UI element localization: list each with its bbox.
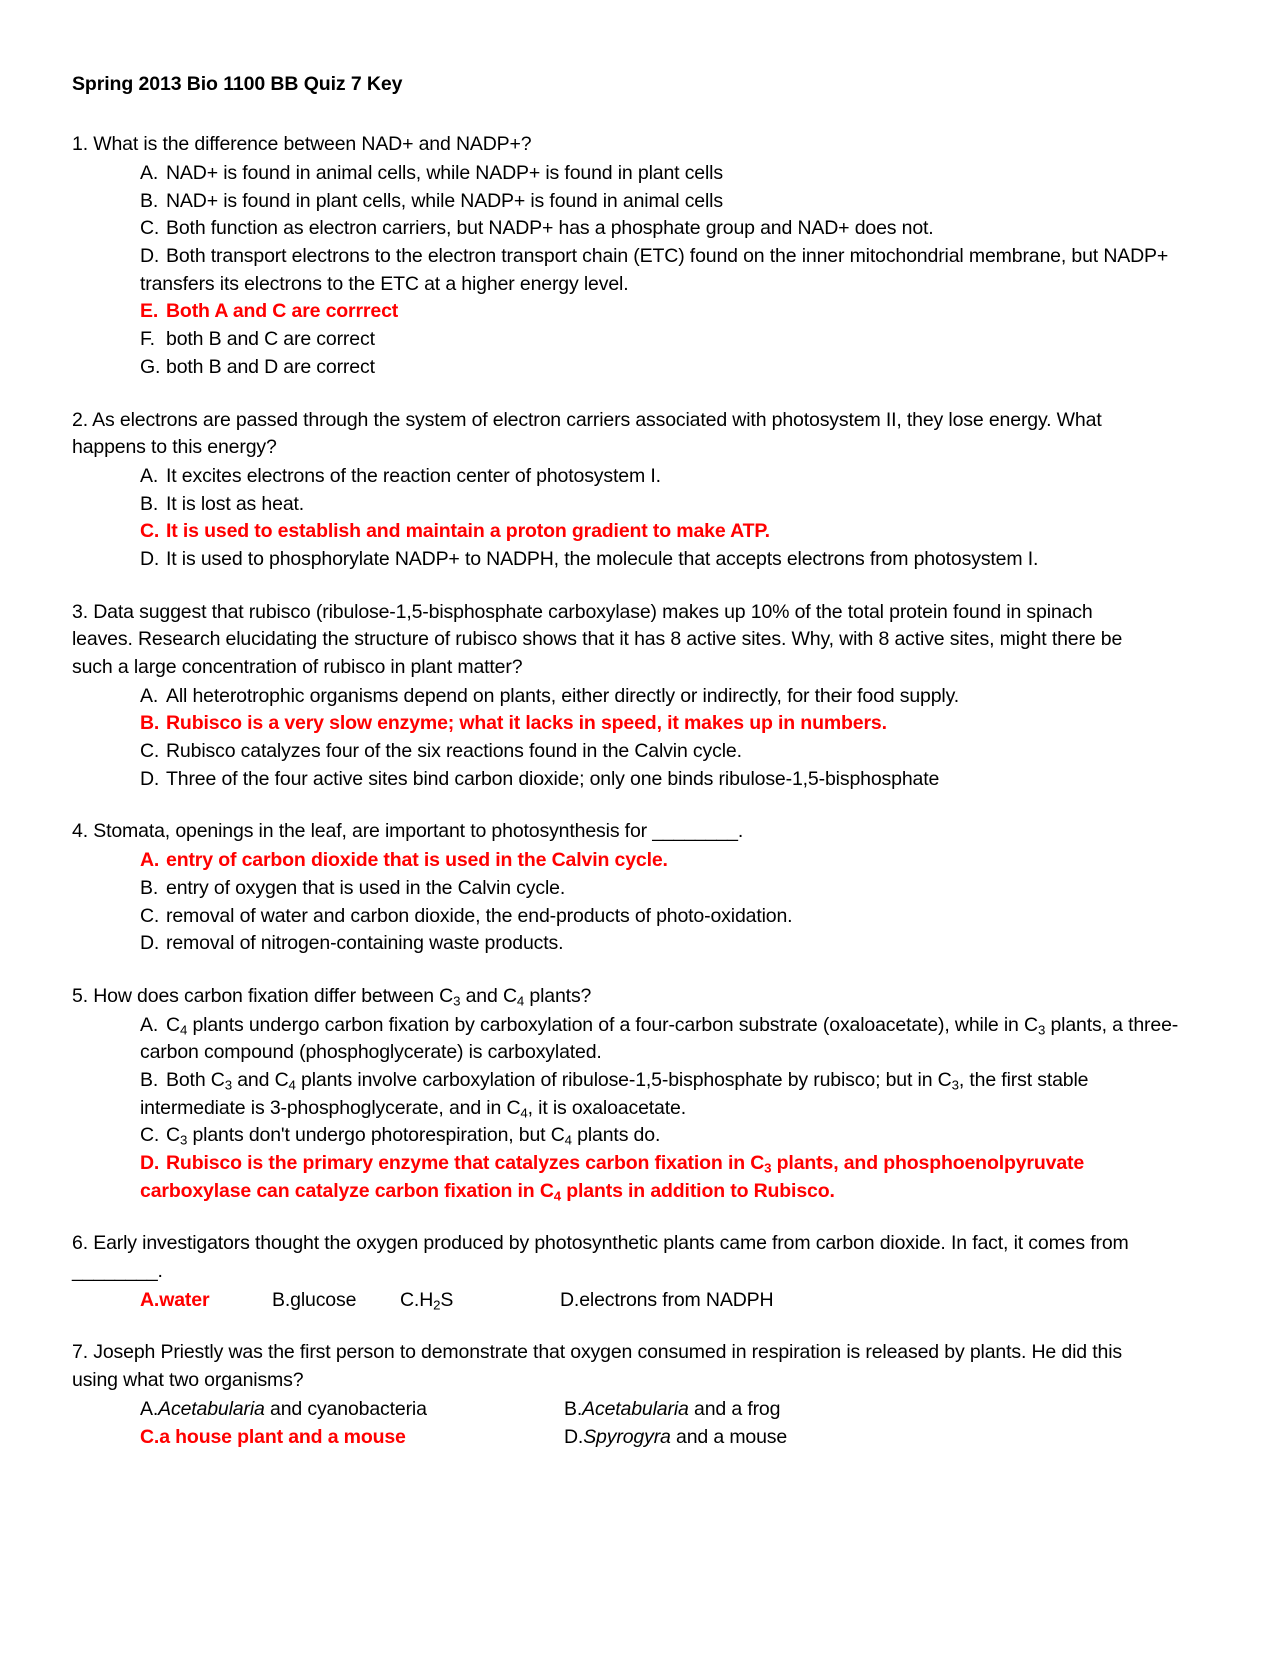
- option-text: electrons from NADPH: [579, 1288, 774, 1311]
- option-3b-answer[interactable]: [72, 710, 1180, 738]
- option-text: Both A and C are corrrect: [166, 300, 399, 323]
- option-letter: A.: [140, 162, 159, 185]
- option-letter: D.: [140, 245, 160, 268]
- question-stem-6: 6. Early investigators thought the oxygen produced by photosynthetic plants came from carbon dioxide. In fact, it comes from ________.: [72, 1232, 1129, 1283]
- option-5b[interactable]: [72, 1067, 1180, 1122]
- option-letter: D.: [560, 1288, 580, 1311]
- option-letter: B.: [140, 712, 160, 735]
- options-list-7: [72, 1396, 1180, 1451]
- option-2c-answer[interactable]: [72, 518, 1180, 546]
- option-1c[interactable]: [72, 215, 1180, 243]
- option-text: It is used to establish and maintain a proton gradient to make ATP.: [166, 520, 770, 543]
- question-block-1: [72, 131, 1180, 381]
- option-text: It is lost as heat.: [166, 492, 305, 515]
- option-letter: B.: [564, 1397, 583, 1420]
- option-6c[interactable]: [400, 1287, 560, 1315]
- option-text: Rubisco catalyzes four of the six reactions found in the Calvin cycle.: [166, 740, 742, 763]
- question-block-6: [72, 1230, 1180, 1314]
- option-1g[interactable]: [72, 354, 1180, 382]
- option-letter: A.: [140, 1013, 159, 1036]
- option-text: $H_2S$: [419, 1288, 454, 1313]
- page-title: Spring 2013 Bio 1100 BB Quiz 7 Key: [72, 73, 403, 95]
- question-stem-4: 4. Stomata, openings in the leaf, are important to photosynthesis for ________.: [72, 820, 744, 843]
- question-block-7: [72, 1339, 1180, 1451]
- option-letter: B.: [140, 189, 159, 212]
- option-letter: B.: [272, 1288, 291, 1311]
- question-stem-5: 5. How does carbon fixation differ between $C_3$ and $C_4$ plants?: [72, 984, 592, 1009]
- option-3c[interactable]: [72, 738, 1180, 766]
- option-text: glucose: [290, 1288, 357, 1311]
- option-6b[interactable]: [272, 1287, 400, 1315]
- options-list-2: [72, 463, 1180, 574]
- option-7d[interactable]: [564, 1424, 1180, 1452]
- question-stem-3: 3. Data suggest that rubisco (ribulose-1,5-bisphosphate carboxylase) makes up 10% of the total protein found in spinach leaves. Research elucidating the structure of rubisco shows that it has 8 active sites. Why, with 8 active sites, might there be such a large concentration of rubisco in plant matter?: [72, 600, 1123, 679]
- option-4c[interactable]: [72, 903, 1180, 931]
- option-4a-answer[interactable]: [72, 847, 1180, 875]
- option-letter: D.: [140, 1152, 160, 1175]
- option-6a-answer[interactable]: [140, 1287, 272, 1315]
- options-list-5: [72, 1012, 1180, 1206]
- option-letter: C.: [140, 520, 160, 543]
- option-text: a house plant and a mouse: [159, 1425, 406, 1448]
- question-stem-7: 7. Joseph Priestly was the first person to demonstrate that oxygen consumed in respiration is released by plants. He did this using what two organisms?: [72, 1341, 1122, 1392]
- option-5d-answer[interactable]: [72, 1150, 1180, 1205]
- option-letter: F.: [140, 328, 155, 351]
- option-letter: D.: [140, 767, 160, 790]
- option-3d[interactable]: [72, 766, 1180, 794]
- question-stem-1: 1. What is the difference between NAD+ and NADP+?: [72, 133, 532, 156]
- options-list-1: [72, 160, 1180, 382]
- option-text: It excites electrons of the reaction center of photosystem I.: [166, 464, 661, 487]
- question-block-4: [72, 818, 1180, 957]
- option-1d[interactable]: [72, 243, 1180, 298]
- option-2a[interactable]: [72, 463, 1180, 491]
- options-list-3: [72, 683, 1180, 794]
- option-text: Acetabularia and a frog: [582, 1397, 781, 1420]
- option-text: both B and C are correct: [166, 328, 375, 351]
- question-stem-2: 2. As electrons are passed through the system of electron carriers associated with photosystem II, they lose energy. What happens to this energy?: [72, 408, 1102, 459]
- option-letter: C.: [140, 904, 160, 927]
- options-list-6: [72, 1287, 1180, 1315]
- option-letter: B.: [140, 492, 159, 515]
- option-text: Rubisco is the primary enzyme that catalyzes carbon fixation in $C_3$ plants, and phosphoenolpyruvate carboxylase can catalyze carbon fixation in $C_4$ plants in addition to Rubisco.: [140, 1152, 1085, 1204]
- option-text: Spyrogyra and a mouse: [583, 1425, 788, 1448]
- option-letter: D.: [564, 1425, 584, 1448]
- question-block-3: [72, 599, 1180, 794]
- option-letter: C.: [140, 217, 160, 240]
- option-4d[interactable]: [72, 930, 1180, 958]
- option-1f[interactable]: [72, 326, 1180, 354]
- option-letter: B.: [140, 876, 159, 899]
- options-row-2: [140, 1424, 1180, 1452]
- option-text: removal of nitrogen-containing waste products.: [166, 932, 564, 955]
- option-1e-answer[interactable]: [72, 298, 1180, 326]
- option-letter: B.: [140, 1068, 159, 1091]
- option-letter: A.: [140, 1288, 160, 1311]
- option-text: Three of the four active sites bind carbon dioxide; only one binds ribulose-1,5-bisphosphate: [166, 767, 940, 790]
- option-5a[interactable]: [72, 1012, 1180, 1067]
- option-text: All heterotrophic organisms depend on plants, either directly or indirectly, for their food supply.: [166, 684, 960, 707]
- option-1a[interactable]: [72, 160, 1180, 188]
- option-text: Acetabularia and cyanobacteria: [158, 1397, 427, 1420]
- option-letter: C.: [140, 740, 160, 763]
- option-letter: G.: [140, 355, 161, 378]
- option-text: $C_3$ plants don't undergo photorespiration, but $C_4$ plants do.: [166, 1124, 661, 1149]
- option-letter: A.: [140, 684, 159, 707]
- option-text: removal of water and carbon dioxide, the end-products of photo-oxidation.: [166, 904, 793, 927]
- option-letter: D.: [140, 932, 160, 955]
- option-letter: C.: [400, 1288, 420, 1311]
- option-7a[interactable]: [140, 1396, 564, 1424]
- option-letter: C.: [140, 1425, 160, 1448]
- option-text: water: [159, 1288, 210, 1311]
- option-text: entry of carbon dioxide that is used in the Calvin cycle.: [166, 849, 668, 872]
- option-text: Rubisco is a very slow enzyme; what it lacks in speed, it makes up in numbers.: [166, 712, 887, 735]
- option-2d[interactable]: [72, 546, 1180, 574]
- option-text: $C_4$ plants undergo carbon fixation by carboxylation of a four-carbon substrate (oxaloacetate), while in $C_3$ plants, a three-carbon compound (phosphoglycerate) is carboxylated.: [140, 1013, 1179, 1064]
- option-letter: A.: [140, 849, 160, 872]
- option-text: Both $C_3$ and $C_4$ plants involve carboxylation of ribulose-1,5-bisphosphate by rubisco; but in $C_3$, the first stable intermediate is 3-phosphoglycerate, and in $C_4$, it is oxaloacetate.: [140, 1068, 1089, 1121]
- option-3a[interactable]: [72, 683, 1180, 711]
- options-list-4: [72, 847, 1180, 958]
- option-letter: C.: [140, 1124, 160, 1147]
- option-1b[interactable]: [72, 188, 1180, 216]
- option-5c[interactable]: [72, 1122, 1180, 1150]
- option-4b[interactable]: [72, 875, 1180, 903]
- option-7c-answer[interactable]: [140, 1424, 564, 1452]
- option-text: Both function as electron carriers, but NADP+ has a phosphate group and NAD+ does not.: [166, 217, 934, 240]
- option-text: Both transport electrons to the electron transport chain (ETC) found on the inner mitochondrial membrane, but NADP+ transfers its electrons to the ETC at a higher energy level.: [140, 245, 1169, 295]
- question-block-5: [72, 983, 1180, 1206]
- option-7b[interactable]: [564, 1396, 1180, 1424]
- options-row-1: [140, 1396, 1180, 1424]
- option-text: both B and D are correct: [166, 355, 375, 378]
- option-6d[interactable]: [560, 1287, 773, 1315]
- option-text: It is used to phosphorylate NADP+ to NADPH, the molecule that accepts electrons from photosystem I.: [166, 547, 1039, 570]
- option-letter: E.: [140, 300, 159, 323]
- option-text: entry of oxygen that is used in the Calvin cycle.: [166, 876, 566, 899]
- option-letter: A.: [140, 1397, 159, 1420]
- question-block-2: [72, 407, 1180, 574]
- option-text: NAD+ is found in animal cells, while NADP+ is found in plant cells: [166, 162, 723, 185]
- option-letter: A.: [140, 464, 159, 487]
- option-text: NAD+ is found in plant cells, while NADP+ is found in animal cells: [166, 189, 723, 212]
- option-2b[interactable]: [72, 491, 1180, 519]
- option-letter: D.: [140, 547, 160, 570]
